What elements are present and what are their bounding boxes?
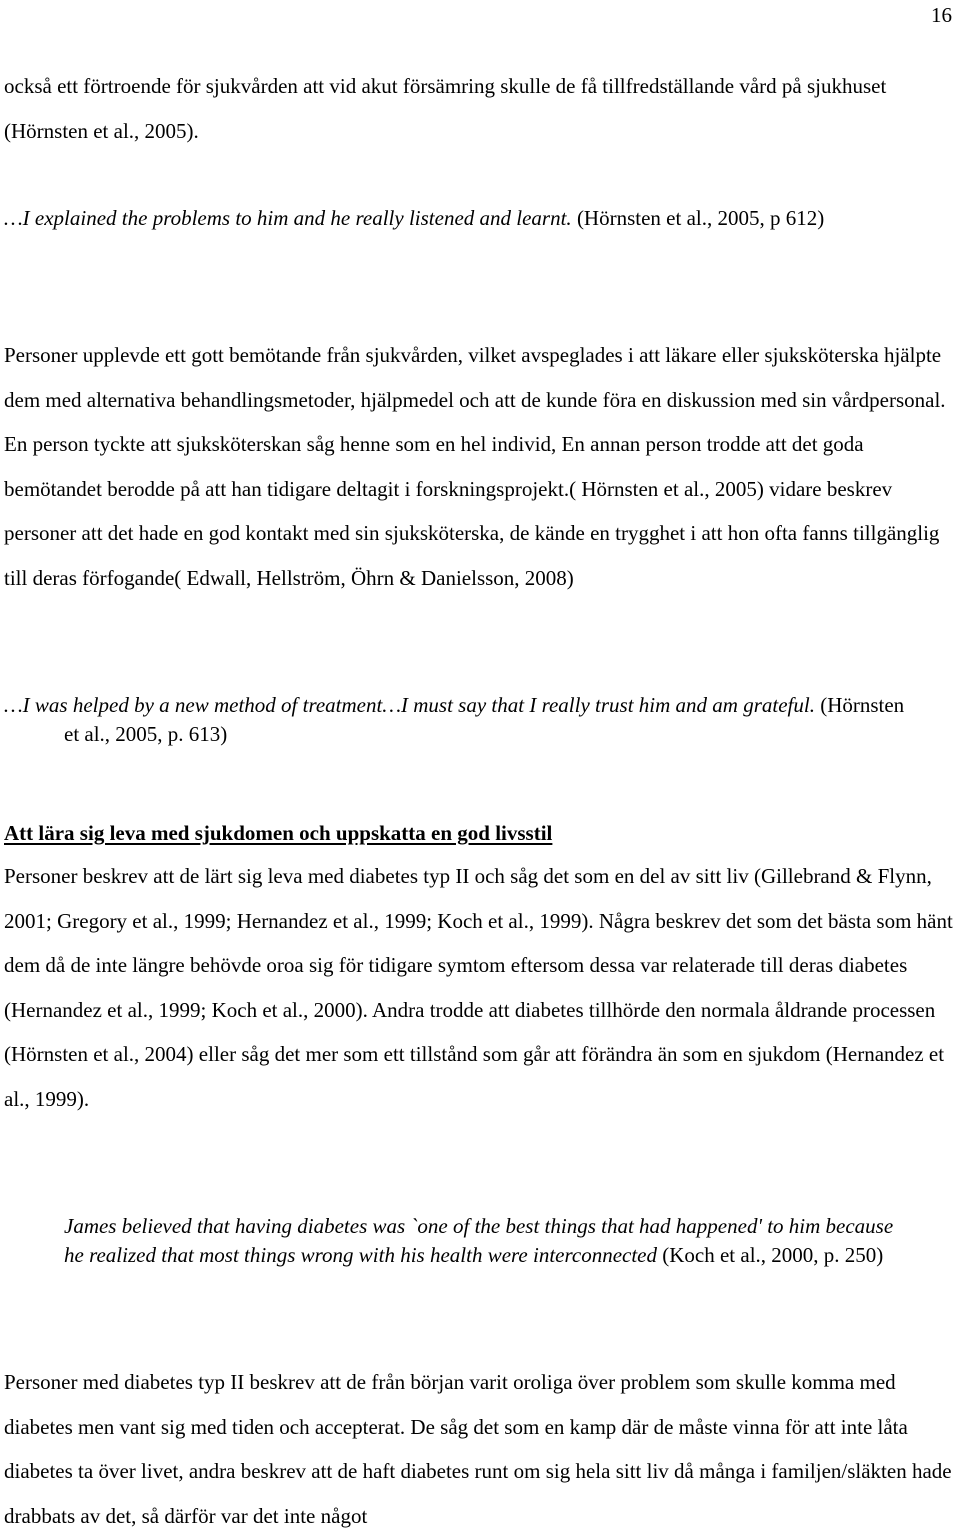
quote-1-text: …I explained the problems to him and he really listened and learnt.	[4, 206, 572, 230]
paragraph-care-reception: Personer upplevde ett gott bemötande från sjukvården, vilket avspeglades i att läkare eller sjuksköterska hjälpte dem med alternativa behandlingsmetoder, hjälpmedel och att de kunde föra en diskussion med sin vårdpersonal. En person tyckte att sjuksköterskan såg henne som en hel individ, En annan person trodde att det goda bemötandet berodde på att han tidigare deltagit i forskningsprojekt.( Hörnsten et al., 2005) vidare beskrev personer att det hade en god kontakt med sin sjuksköterska, de kände en trygghet i att hon ofta fanns tillgänglig till deras förfogande( Edwall, Hellström, Öhrn & Danielsson, 2008)	[4, 343, 946, 590]
paragraph-worries: Personer med diabetes typ II beskrev att de från början varit oroliga över problem som skulle komma med diabetes men vant sig med tiden och accepterat. De såg det som en kamp där de måste vinna för att inte låta diabetes ta över livet, andra beskrev att de haft diabetes runt om sig hela sitt liv då många i familjen/släkten hade drabbats av det, så därför var det inte något	[4, 1370, 952, 1528]
page-number: 16	[931, 3, 952, 27]
quote-1-citation: (Hörnsten et al., 2005, p 612)	[571, 206, 825, 230]
section-heading: Att lära sig leva med sjukdomen och uppskatta en god livsstil	[4, 821, 553, 845]
block-quote-2	[4, 691, 920, 749]
quote-3-text: James believed that having diabetes was `one of the best things that had happened' to him because he realized that most things wrong with his health were interconnected	[64, 1214, 894, 1267]
quote-3-citation: (Koch et al., 2000, p. 250)	[657, 1243, 884, 1267]
paragraph-continuation: också ett förtroende för sjukvården att vid akut försämring skulle de få tillfredställande vård på sjukhuset (Hörnsten et al., 2005).	[4, 74, 887, 143]
quote-2-citation: (Hörnsten et al., 2005, p. 613)	[64, 693, 905, 746]
block-quote-3	[64, 1212, 910, 1270]
block-quote-1	[4, 204, 900, 233]
quote-2-text: …I was helped by a new method of treatment…I must say that I really trust him and am grateful.	[4, 693, 815, 717]
paragraph-living-with-disease: Personer beskrev att de lärt sig leva med diabetes typ II och såg det som en del av sitt liv (Gillebrand & Flynn, 2001; Gregory et al., 1999; Hernandez et al., 1999; Koch et al., 1999). Några beskrev det som det bästa som hänt dem då de inte längre behövde oroa sig för tidigare symtom eftersom dessa var relaterade till deras diabetes (Hernandez et al., 1999; Koch et al., 2000). Andra trodde att diabetes tillhörde den normala åldrande processen (Hörnsten et al., 2004) eller såg det mer som ett tillstånd som går att förändra än som en sjukdom (Hernandez et al., 1999).	[4, 864, 953, 1111]
